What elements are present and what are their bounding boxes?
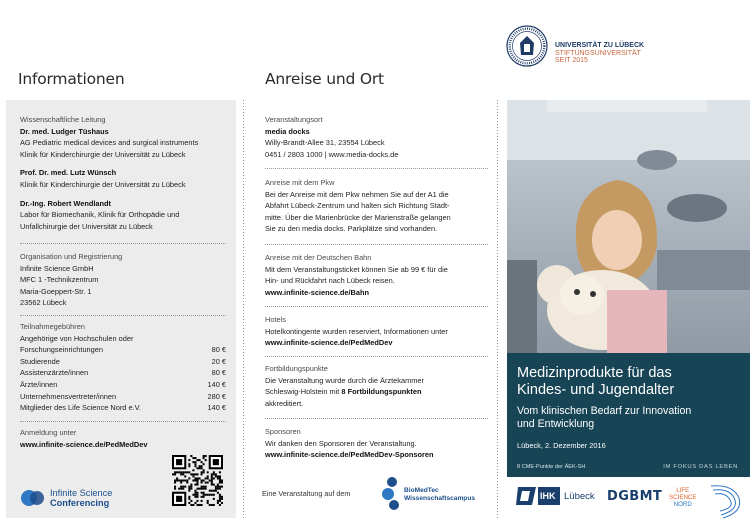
train-text: Mit dem Veranstaltungsticket können Sie ab 99 € für die [265,264,448,274]
fee-row [20,402,226,414]
section-rule [265,356,488,357]
fee-name: Studierende [20,356,60,366]
car-label: Anreise mit dem Pkw [265,178,335,187]
cover-subtitle-line: Vom klinischen Bedarf zur Innovation [517,405,692,417]
hotels-link[interactable]: www.infinite-science.de/PedMedDev [265,338,393,348]
hotels-block [265,314,488,349]
biomedtec-logo [380,474,490,516]
car-text: mitte. Über die Marienbrücke der Marienstraße gelangen [265,212,451,222]
person-affiliation: Labor für Biomechanik, Klinik für Orthopädie und [20,210,180,220]
divider [243,100,244,520]
fee-name: Unternehmensvertreter/innen [20,391,117,401]
fee-price: 20 € [211,356,226,366]
train-block [265,252,488,298]
ihk-label: IHK [540,491,556,501]
fee-price: 140 € [207,379,226,389]
event-of-label: Eine Veranstaltung auf dem [262,489,351,498]
cover-date: Lübeck, 2. Dezember 2016 [517,441,606,450]
organisation-line: MFC 1 -Technikzentrum [20,275,99,285]
university-line3: SEIT 2015 [555,57,588,64]
cme-text: Die Veranstaltung wurde durch die Ärztekammer [265,375,424,385]
life-science-nord-logo [663,480,747,522]
travel-title: Anreise und Ort [265,70,384,88]
section-rule [20,243,226,244]
ihk-logo [516,483,606,514]
train-text: Hin- und Rückfahrt nach Lübeck reisen. [265,276,395,286]
section-rule [20,421,226,422]
registration-link[interactable]: www.infinite-science.de/PedMedDev [20,439,148,449]
fee-row [20,356,226,368]
car-text: Abfahrt Lübeck-Zentrum und halten sich Richtung Stadt- [265,201,450,211]
fee-row [20,367,226,379]
section-rule [265,244,488,245]
cme-points-bold: 8 Fortbildungspunkten [341,387,422,397]
cover-subtitle-line: und Entwicklung [517,418,595,430]
fee-row [20,391,226,403]
logo-line1: Infinite Science [50,488,113,498]
cover-tagline: IM FOKUS DAS LEBEN [663,464,738,470]
infinite-science-logo [20,488,113,513]
person-name: Dr. med. Ludger Tüshaus [20,126,109,136]
sponsors-block [265,426,488,461]
fee-price: 80 € [211,345,226,355]
person-affiliation: Klinik für Kinderchirurgie der Universität zu Lübeck [20,179,186,189]
lsn-line1: LIFE [676,487,690,494]
organisation-label: Organisation und Registrierung [20,252,123,261]
cover-banner [507,353,750,477]
organisation-block [20,251,226,309]
biomedtec-icon [380,474,404,514]
venue-label: Veranstaltungsort [265,115,323,124]
child-with-teddy-photo [507,100,750,353]
person-affiliation: AG Pediatric medical devices and surgical instruments [20,138,199,148]
car-text: Sie zu den media docks. Parkplätze sind vorhanden. [265,224,438,234]
cover-subtitle [517,405,743,431]
fee-row [20,379,226,391]
registration-label: Anmeldung unter [20,428,77,437]
sponsors-link[interactable]: www.infinite-science.de/PedMedDev-Sponsoren [265,450,434,460]
ihk-city: Lübeck [564,491,595,502]
cover-title [517,365,743,399]
biomedtec-line2: Wissenschaftscampus [404,494,476,502]
sponsors-text: Wir danken den Sponsoren der Veranstaltung. [265,438,417,448]
fee-price: 280 € [207,391,226,401]
venue-contact: 0451 / 2803 1000 | www.media-docks.de [265,149,399,159]
cover-photo [507,100,750,353]
cme-label: Fortbildungspunkte [265,364,328,373]
fee-name: Forschungseinrichtungen [20,345,103,355]
hotels-text: Hotelkontingente wurden reserviert, Informationen unter [265,326,448,336]
organisation-line: Infinite Science GmbH [20,263,94,273]
section-rule [265,306,488,307]
fees-intro: Angehörige von Hochschulen oder [20,333,134,343]
person-affiliation: Unfallchirurgie der Universität zu Lübeck [20,221,153,231]
qr-code[interactable] [172,455,223,506]
cme-text: akkreditiert. [265,398,304,408]
section-rule [265,418,488,419]
person-affiliation: Klinik für Kinderchirurgie der Universität zu Lübeck [20,149,186,159]
sponsors-label: Sponsoren [265,427,301,436]
info-title: Informationen [18,70,125,88]
person-name: Dr.-Ing. Robert Wendlandt [20,198,112,208]
venue-name: media docks [265,126,310,136]
train-label: Anreise mit der Deutschen Bahn [265,253,372,262]
car-block [265,177,488,235]
cover-title-line: Kindes- und Jugendalter [517,382,675,398]
university-line2: STIFTUNGSUNIVERSITÄT [555,49,641,57]
fee-price: 140 € [207,403,226,413]
fee-name: Ärzte/innen [20,379,58,389]
dgbmt-logo: DGBMT [607,489,663,504]
university-seal-logo [506,25,548,67]
cme-block [265,363,488,409]
fee-row [20,344,226,356]
travel-panel [255,100,488,518]
train-link[interactable]: www.infinite-science.de/Bahn [265,287,370,297]
fees-label: Teilnahmegebühren [20,322,85,331]
car-text: Bei der Anreise mit dem Pkw nehmen Sie auf der A1 die [265,189,449,199]
fee-name: Mitglieder des Life Science Nord e.V. [20,403,141,413]
logo-line2: Conferencing [50,498,110,508]
fees-block [20,321,226,414]
cover-title-line: Medizinprodukte für das [517,365,672,381]
registration-block [20,427,226,450]
cme-text [265,386,488,398]
divider [497,100,498,520]
hotels-label: Hotels [265,315,286,324]
organisation-line: Maria-Goeppert-Str. 1 [20,286,92,296]
university-line1: UNIVERSITÄT ZU LÜBECK [555,42,645,49]
lsn-line3: NORD [673,501,692,508]
cme-text-pre: Schleswig-Holstein mit [265,387,342,397]
section-rule [265,168,488,169]
section-rule [20,315,226,316]
fee-price: 80 € [211,368,226,378]
organisation-line: 23562 Lübeck [20,298,67,308]
scientific-lead-block [20,114,226,232]
university-name [555,42,644,65]
venue-address: Willy-Brandt-Allee 31, 23554 Lübeck [265,138,385,148]
lsn-line2: SCIENCE [669,494,697,501]
person-name: Prof. Dr. med. Lutz Wünsch [20,168,117,178]
fee-name: Assistenzärzte/innen [20,368,89,378]
scientific-lead-label: Wissenschaftliche Leitung [20,115,106,124]
cover-cme-points: 8 CME-Punkte der ÄEK-SH [517,464,586,470]
infinite-science-icon [20,488,48,508]
biomedtec-line1: BioMedTec [404,487,439,494]
venue-block [265,114,488,160]
